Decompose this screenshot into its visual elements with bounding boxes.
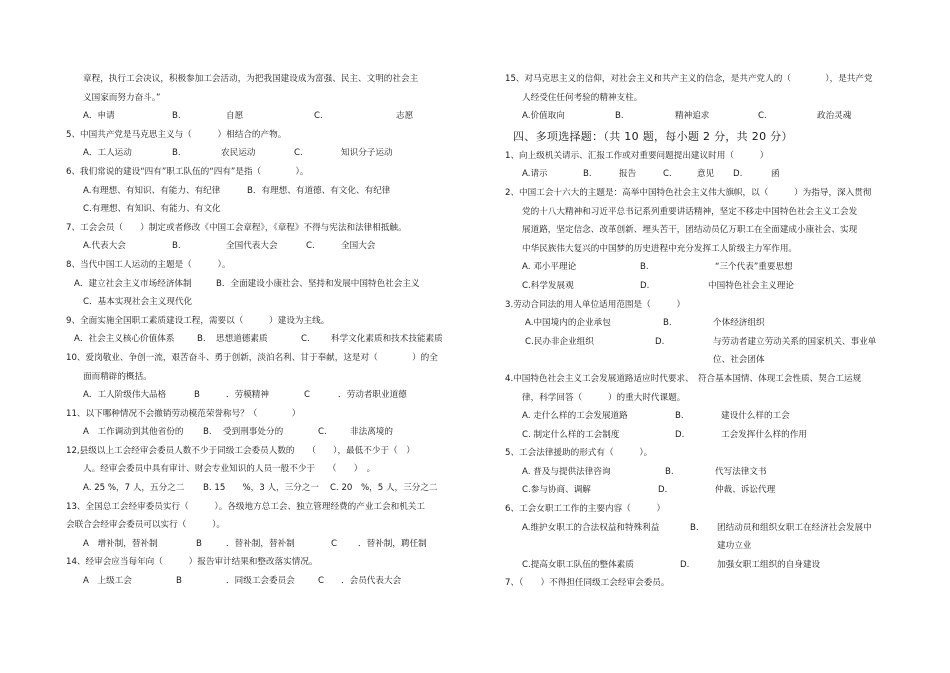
text-segment: 团结动员和组织女职工在经济社会发展中 <box>717 522 872 533</box>
text-segment: B. <box>640 262 649 273</box>
text-line <box>505 89 900 108</box>
text-segment: A.价值取向 <box>522 111 565 122</box>
text-line <box>66 386 470 405</box>
text-line <box>66 182 470 201</box>
text-segment: 个体经济组织 <box>713 318 765 329</box>
text-segment: A．建立社会主义市场经济体制 <box>74 278 192 289</box>
text-segment: A 增补制，替补制 <box>83 538 158 549</box>
text-segment: ．劳模精神 <box>226 390 269 401</box>
text-line <box>505 519 900 538</box>
text-line <box>66 330 470 349</box>
text-segment: C.民办非企业组织 <box>525 336 594 347</box>
text-segment: B. <box>675 411 684 422</box>
text-line <box>66 442 470 461</box>
text-segment: C <box>331 538 338 549</box>
text-segment: 党的十八大精神和习近平总书记系列重要讲话精神，坚定不移走中国特色社会主义工会发 <box>522 206 858 217</box>
text-segment: A.代表大会 <box>83 241 126 252</box>
text-line <box>66 405 470 424</box>
text-segment: 函 <box>771 169 780 180</box>
text-line <box>66 423 470 442</box>
text-segment: 报告 <box>619 169 637 180</box>
text-segment: “三个代表”重要思想 <box>715 262 793 273</box>
text-line <box>505 574 900 593</box>
text-segment: B. <box>615 111 624 122</box>
text-segment: 全国大会 <box>341 241 376 252</box>
text-segment: 四、多项选择题：（共 10 题，每小题 2 分，共 20 分） <box>513 129 793 143</box>
text-segment: 7、（ ）不得担任同级工会经审会委员。 <box>505 578 670 589</box>
text-segment: ．同级工会委员会 <box>226 576 295 587</box>
text-segment: ．劳动者职业道德 <box>338 390 407 401</box>
text-segment: 代写法律文书 <box>715 466 767 477</box>
left-column <box>66 70 470 591</box>
right-column <box>505 70 900 593</box>
text-segment: 9、全面实施全国职工素质建设工程，需要以（ ）建设为主线。 <box>66 315 330 326</box>
text-line <box>505 277 900 296</box>
text-segment: 2、中国工会十六大的主题是：高举中国特色社会主义伟大旗帜，以（ ）为指导，深入贯彻 <box>505 187 872 198</box>
text-segment: C. 制定什么样的工会制度 <box>522 429 620 440</box>
text-line <box>505 389 900 408</box>
text-line <box>66 293 470 312</box>
text-line <box>66 107 470 126</box>
text-segment: D. <box>675 429 685 440</box>
text-segment: 7、工会会员（ ）制定或者修改《中国工会章程》，《章程》不得与宪法和法律相抵触。 <box>66 222 407 233</box>
text-segment: 人经受住任何考验的精神支柱。 <box>522 92 643 103</box>
text-line <box>505 351 900 370</box>
text-segment: C.参与协商、调解 <box>522 485 591 496</box>
text-segment: 4.中国特色社会主义工会发展道路适应时代要求、 符合基本国情、体现工会性质、契合工运规 <box>505 373 862 384</box>
text-segment: A.有理想、有知识、有能力、有纪律 <box>83 185 221 196</box>
text-segment: D. <box>655 336 665 347</box>
text-line <box>66 219 470 238</box>
text-segment: 13、全国总工会经审委员实行（ ）。各级地方总工会、独立管理经费的产业工会和机关工 <box>66 501 425 512</box>
text-segment: ．替补制，聘任制 <box>358 538 427 549</box>
text-line <box>505 258 900 277</box>
text-segment: C.有理想、有知识、有能力、有文化 <box>83 204 221 215</box>
text-line <box>505 221 900 240</box>
text-segment: B．全面建设小康社会、坚持和发展中国特色社会主义 <box>216 278 420 289</box>
text-line <box>505 500 900 519</box>
text-segment: C. 20 %，5 人，三分之二 <box>330 483 438 494</box>
text-segment: B <box>194 390 200 401</box>
text-line <box>505 426 900 445</box>
text-line <box>66 516 470 535</box>
text-segment: C. <box>758 111 767 122</box>
text-line <box>505 147 900 166</box>
text-segment: A.中国境内的企业承包 <box>525 318 611 329</box>
text-segment: 律，科学回答（ ）的重大时代课题。 <box>522 392 686 403</box>
text-segment: 面而精辟的概括。 <box>83 371 152 382</box>
text-segment: 11、以下哪种情况不会撤销劳动模范荣誉称号？（ ） <box>66 408 301 419</box>
text-line <box>66 256 470 275</box>
text-segment: 5、工会法律援助的形式有（ ）。 <box>505 448 653 459</box>
text-segment: ．替补制，替补制 <box>226 538 295 549</box>
text-segment: C.科学发展观 <box>522 280 574 291</box>
text-segment: 全国代表大会 <box>226 241 278 252</box>
text-segment: 12,县级以上工会经审会委员人数不少于同级工会委员人数的 （ ），最低不少于（ ） <box>66 445 415 456</box>
text-segment: 意见 <box>697 169 715 180</box>
text-segment: 农民运动 <box>221 148 256 159</box>
text-segment: B. <box>197 334 206 345</box>
text-line <box>66 368 470 387</box>
text-segment: 建设什么样的工会 <box>721 411 790 422</box>
text-segment: A.维护女职工的合法权益和特殊利益 <box>522 522 660 533</box>
text-segment: B. <box>172 148 181 159</box>
text-line <box>505 407 900 426</box>
text-segment: 义国家而努力奋斗。” <box>83 92 161 103</box>
text-line <box>505 481 900 500</box>
text-segment: A．申请 <box>83 111 115 122</box>
text-line <box>66 312 470 331</box>
text-segment: 6、我们常说的建设“四有”职工队伍的“四有”是指（ ）。 <box>66 166 309 177</box>
text-line <box>505 463 900 482</box>
text-segment: 15、对马克思主义的信仰，对社会主义和共产主义的信念，是共产党人的（ ），是共产党 <box>505 74 873 84</box>
text-segment: 中国特色社会主义理论 <box>708 280 794 291</box>
text-segment: 6、工会女职工工作的主要内容（ ） <box>505 504 666 515</box>
text-segment: 10、爱岗敬业、争创一流，艰苦奋斗、勇于创新，淡泊名利、甘于奉献，这是对（ ）的全 <box>66 352 438 363</box>
text-segment: B <box>176 576 182 587</box>
text-segment: C. <box>301 334 310 345</box>
text-segment: 政治灵魂 <box>817 111 852 122</box>
section-heading <box>505 126 900 147</box>
text-segment: 自愿 <box>226 111 244 122</box>
text-line <box>505 70 900 89</box>
text-segment: 受到刑事处分的 <box>223 427 284 438</box>
text-segment: 非法离境的 <box>350 427 393 438</box>
text-segment: B. <box>203 427 212 438</box>
text-segment: D. <box>680 559 690 570</box>
text-segment: C. <box>314 111 323 122</box>
text-segment: 科学文化素质和技术技能素质 <box>331 334 443 345</box>
text-segment: A 工作调动到其他省份的 <box>83 427 184 438</box>
text-segment: 思想道德素质 <box>216 334 268 345</box>
text-segment: A．工人运动 <box>83 148 132 159</box>
text-segment: C. <box>318 427 327 438</box>
text-segment: 仲裁、诉讼代理 <box>715 485 776 496</box>
text-line <box>66 572 470 591</box>
text-line <box>66 349 470 368</box>
text-segment: B. 15 %，3 人，三分之一 <box>203 483 320 494</box>
text-line <box>66 479 470 498</box>
text-segment: 知识分子运动 <box>341 148 393 159</box>
text-segment: C <box>304 390 311 401</box>
text-segment: B. <box>172 241 181 252</box>
text-segment: 章程，执行工会决议，积极参加工会活动，为把我国建设成为富强、民主、文明的社会主 <box>83 74 419 84</box>
text-segment: B. <box>172 111 181 122</box>
text-segment: D. <box>640 280 650 291</box>
text-segment: 5、中国共产党是马克思主义与（ ）相结合的产物。 <box>66 129 287 140</box>
text-line <box>505 537 900 556</box>
text-line <box>66 498 470 517</box>
text-segment: 8、当代中国工人运动的主题是（ ）。 <box>66 259 231 270</box>
text-line <box>66 535 470 554</box>
text-segment: A. 25 %，7 人，五分之二 <box>83 483 185 494</box>
text-line <box>505 333 900 352</box>
text-segment: 中华民族伟大复兴的中国梦的历史进程中充分发挥工人阶级主力军作用。 <box>522 243 798 254</box>
text-segment: C．基本实现社会主义现代化 <box>83 297 193 308</box>
text-segment: C. <box>294 148 303 159</box>
text-line <box>66 144 470 163</box>
text-line <box>66 126 470 145</box>
text-segment: 14、经审会应当每年向（ ）报告审计结果和整改落实情况。 <box>66 557 318 568</box>
text-line <box>505 370 900 389</box>
text-segment: C. <box>306 241 315 252</box>
text-segment: A．工人阶级伟大品格 <box>83 390 167 401</box>
text-line <box>505 184 900 203</box>
text-line <box>66 200 470 219</box>
text-line <box>66 553 470 572</box>
text-segment: 加强女职工组织的自身建设 <box>717 559 821 570</box>
text-segment: C.提高女职工队伍的整体素质 <box>522 559 634 570</box>
text-segment: 位、社会团体 <box>713 355 765 366</box>
text-segment: 3.劳动合同法的用人单位适用范围是（ ） <box>505 299 686 310</box>
text-segment: B. <box>665 466 674 477</box>
text-segment: 人。经审会委员中具有审计、财会专业知识的人员一般不少于 （ ） 。 <box>83 464 376 475</box>
text-line <box>505 556 900 575</box>
text-segment: A. 普及与提供法律咨询 <box>522 466 611 477</box>
text-line <box>66 70 470 89</box>
text-line <box>505 296 900 315</box>
text-segment: A．社会主义核心价值体系 <box>74 334 175 345</box>
text-line <box>505 314 900 333</box>
text-segment: A 上级工会 <box>83 576 132 587</box>
text-segment: D. <box>733 169 743 180</box>
text-segment: D. <box>658 485 668 496</box>
text-segment: B. <box>663 318 672 329</box>
text-line <box>66 460 470 479</box>
text-segment: B. <box>583 169 592 180</box>
text-segment: 展道路，坚定信念、改革创新、埋头苦干，团结动员亿万职工在全面建成小康社会、实现 <box>522 225 858 236</box>
text-segment: 建功立业 <box>717 541 752 552</box>
text-segment: 1、向上级机关请示、汇报工作或对重要问题提出建议时用（ ） <box>505 150 769 161</box>
text-segment: ．会员代表大会 <box>341 576 402 587</box>
text-line <box>66 89 470 108</box>
text-segment: B．有理想、有道德、有文化、有纪律 <box>247 185 391 196</box>
text-line <box>505 203 900 222</box>
text-segment: C <box>318 576 325 587</box>
text-line <box>505 240 900 259</box>
text-line <box>66 275 470 294</box>
text-segment: 会联合会经审会委员可以实行（ ）。 <box>66 520 225 531</box>
text-line <box>66 237 470 256</box>
text-segment: 志愿 <box>396 111 414 122</box>
text-segment: B <box>196 538 202 549</box>
text-segment: A.请示 <box>522 169 548 180</box>
text-segment: A. 邓小平理论 <box>522 262 577 273</box>
text-line <box>505 107 900 126</box>
text-segment: 精神追求 <box>675 111 710 122</box>
text-line <box>66 163 470 182</box>
text-segment: 工会发挥什么样的作用 <box>721 429 807 440</box>
text-segment: B. <box>690 522 699 533</box>
text-segment: 与劳动者建立劳动关系的国家机关、事业单 <box>713 336 877 347</box>
text-line <box>505 444 900 463</box>
text-segment: A. 走什么样的工会发展道路 <box>522 411 628 422</box>
text-segment: C. <box>663 169 672 180</box>
text-line <box>505 165 900 184</box>
